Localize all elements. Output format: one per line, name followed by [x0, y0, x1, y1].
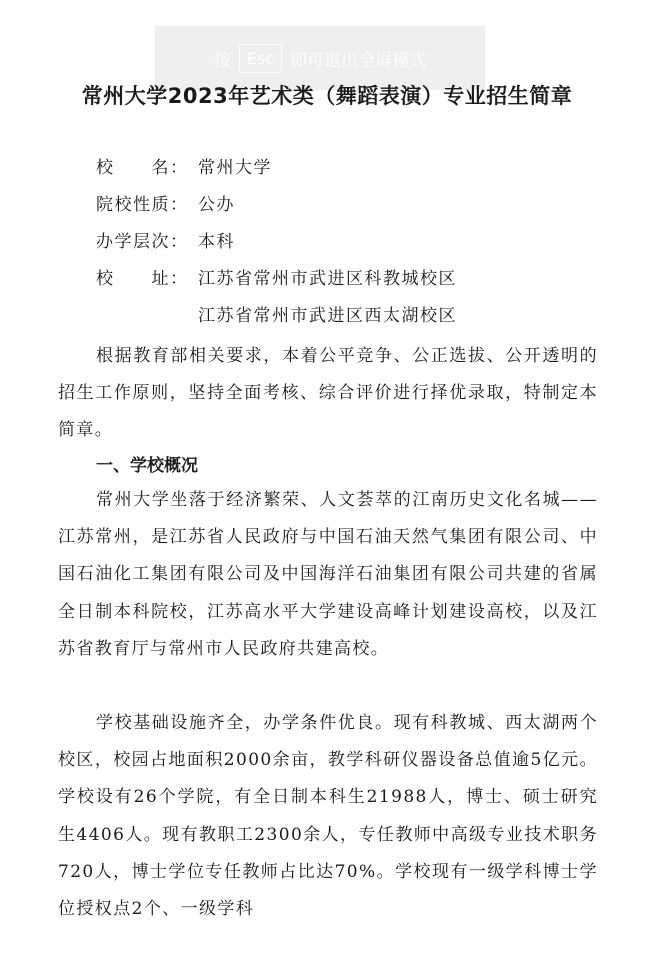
info-value: 江苏省常州市武进区科教城校区	[198, 269, 457, 289]
document-title: 常州大学2023年艺术类（舞蹈表演）专业招生简章	[81, 84, 573, 108]
info-value: 常州大学	[198, 158, 272, 178]
esc-key-badge: Esc	[239, 44, 282, 73]
info-label: 院校性质：	[96, 195, 189, 215]
info-row-address-2	[96, 304, 457, 328]
info-value: 公办	[198, 195, 235, 215]
hint-prefix: 按	[213, 50, 231, 71]
info-row-level	[96, 230, 235, 254]
intro-paragraph: 根据教育部相关要求，本着公平竞争、公正选拔、公开透明的招生工作原则，坚持全面考核、综合评价进行择优录取，特制定本简章。	[58, 346, 598, 441]
section-heading-overview: 一、学校概况	[96, 456, 198, 476]
info-label: 校 名：	[96, 158, 189, 178]
overview-paragraph-1: 常州大学坐落于经济繁荣、人文荟萃的江南历史文化名城——江苏常州，是江苏省人民政府与中国石油天然气集团有限公司、中国石油化工集团有限公司及中国海洋石油集团有限公司共建的省属全日制本科院校，江苏高水平大学建设高峰计划建设高校，以及江苏省教育厅与常州市人民政府共建高校。	[58, 490, 598, 659]
info-label: 校 址：	[96, 269, 189, 289]
info-value: 本科	[198, 232, 235, 252]
info-row-type	[96, 193, 235, 217]
hint-suffix: 即可退出全屏模式	[290, 50, 427, 71]
info-value: 江苏省常州市武进区西太湖校区	[198, 306, 457, 326]
info-label: 办学层次：	[96, 232, 189, 252]
info-row-name	[96, 156, 272, 180]
overview-paragraph-2: 学校基础设施齐全，办学条件优良。现有科教城、西太湖两个校区，校园占地面积2000余亩，教学科研仪器设备总值逾5亿元。学校设有26个学院，有全日制本科生21988人，博士、硕士研究生4406人。现有教职工2300余人，专任教师中高级专业技术职务720人，博士学位专任教师占比达70%。学校现有一级学科博士学位授权点2个、一级学科	[58, 713, 598, 920]
info-row-address	[96, 267, 457, 291]
